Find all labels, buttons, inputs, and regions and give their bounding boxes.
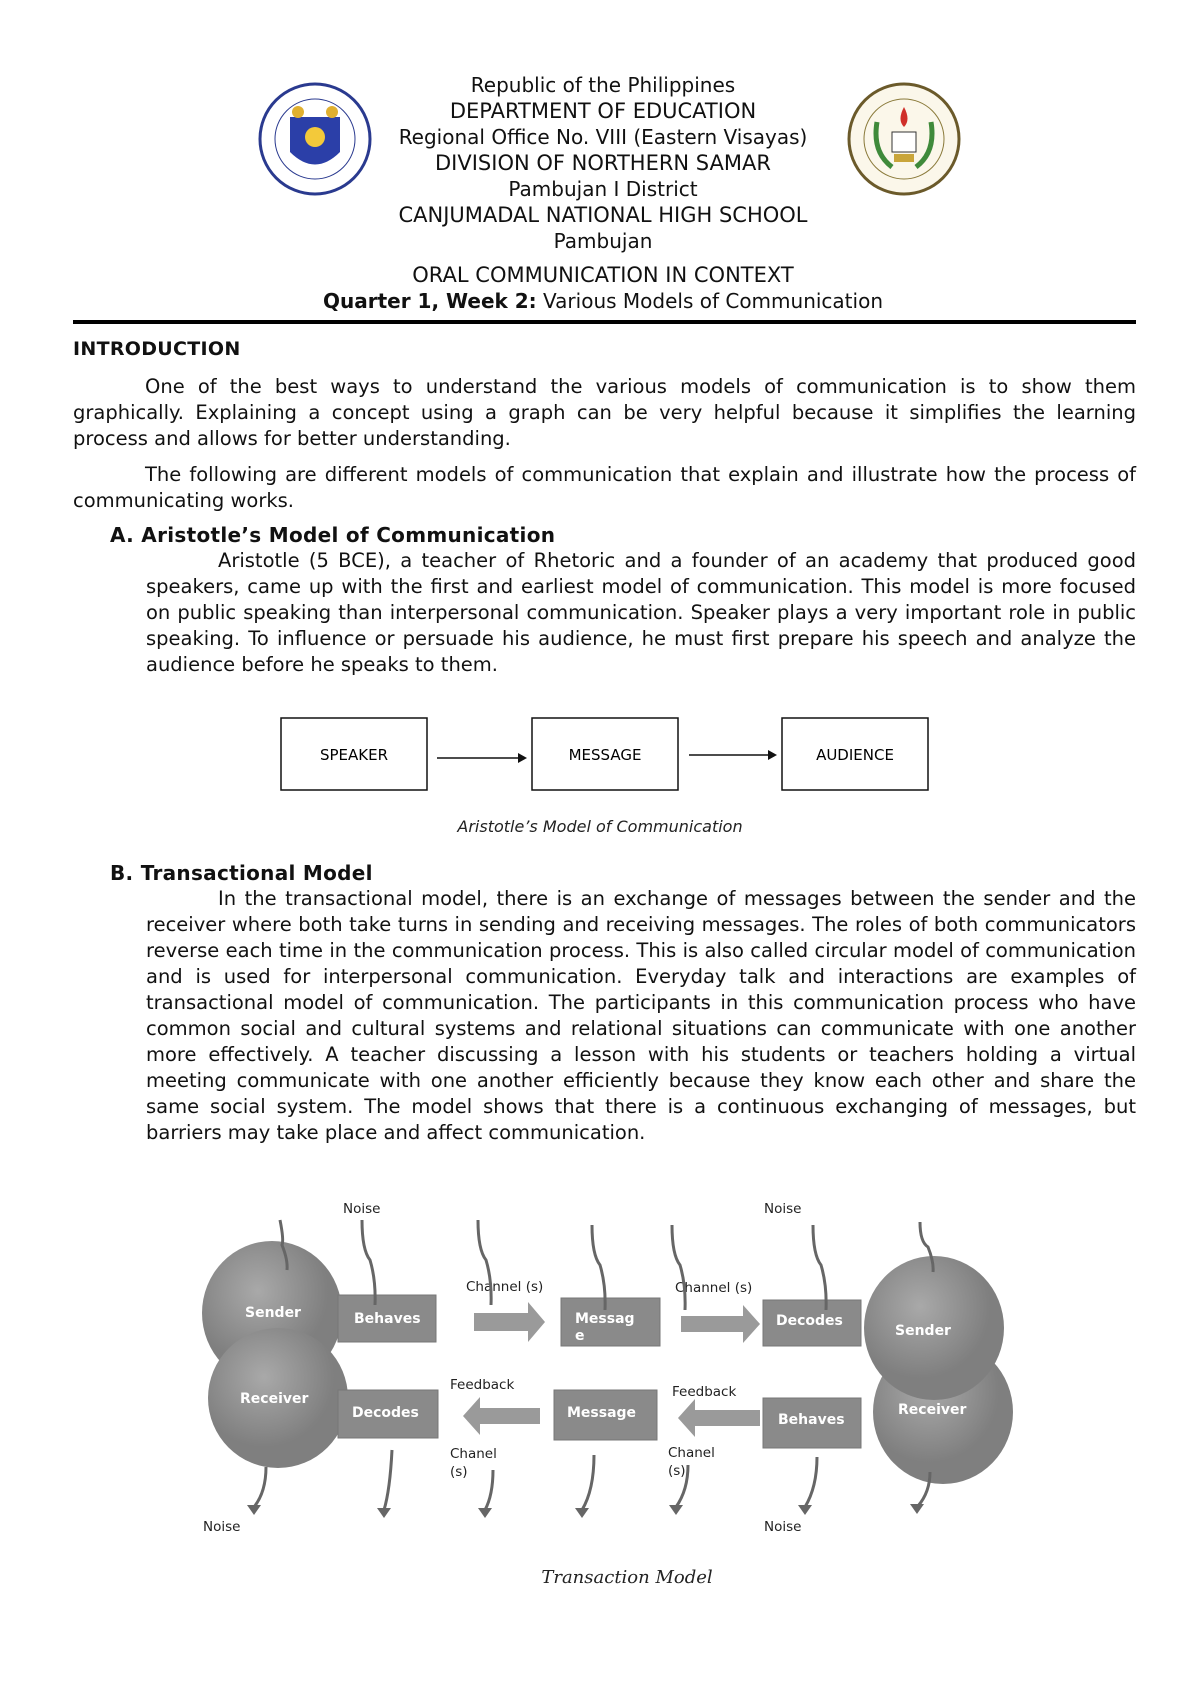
noise-lines [254, 1220, 933, 1510]
svg-text:AUDIENCE: AUDIENCE [816, 746, 894, 764]
noise-label: Noise [764, 1201, 802, 1217]
decodes-top-label: Decodes [776, 1313, 843, 1329]
week-topic: Various Models of Communication [536, 289, 883, 313]
section-a-paragraph: Aristotle (5 BCE), a teacher of Rhetoric and a founder of an academy that produced good speakers, came up with the first and earliest model of communication. This model is more focused on public speaking than interpersonal communication. Speaker plays a very important role in public speaking. To influence or persuade his audience, he must first prepare his speech and analyze the audience before he speaks to them. [146, 549, 1136, 676]
message-top-label-cont: e [575, 1328, 585, 1344]
intro-paragraph-1: One of the best ways to understand the various models of communication is to show them graphically. Explaining a concept using a graph can be very helpful because it simplifies the learning process and allows for better understanding. [73, 375, 1136, 450]
sender-left-label: Sender [245, 1305, 301, 1321]
region-line: Regional Office No. VIII (Eastern Visayas) [398, 125, 808, 149]
week-label: Quarter 1, Week 2: [323, 289, 537, 313]
chanel-label: Chanel [450, 1446, 497, 1462]
svg-text:SPEAKER: SPEAKER [319, 746, 389, 764]
channel-label: Channel (s) [675, 1280, 753, 1296]
sender-right-label: Sender [895, 1323, 951, 1339]
division-line: DIVISION OF NORTHERN SAMAR [435, 151, 771, 175]
intro-paragraph-2: The following are different models of communication that explain and illustrate how the process of communicating works. [73, 463, 1136, 512]
receiver-left-label: Receiver [240, 1391, 309, 1407]
section-a-heading: A. Aristotle’s Model of Communication [110, 523, 556, 547]
message-bottom-label: Message [567, 1405, 637, 1421]
chanel-label: (s) [668, 1463, 686, 1479]
behaves-top-label: Behaves [354, 1311, 421, 1327]
feedback-label: Feedback [672, 1384, 737, 1400]
svg-text:MESSAGE: MESSAGE [568, 746, 642, 764]
decodes-bottom-label: Decodes [352, 1405, 419, 1421]
chanel-label: Chanel [668, 1445, 715, 1461]
republic-line: Republic of the Philippines [470, 73, 736, 97]
channel-arrow-icon [474, 1302, 545, 1342]
introduction-heading: INTRODUCTION [73, 338, 241, 360]
channel-arrow-icon [681, 1305, 760, 1343]
school-line: CANJUMADAL NATIONAL HIGH SCHOOL [398, 203, 808, 227]
feedback-arrow-icon [463, 1397, 540, 1435]
town-line: Pambujan [553, 229, 653, 253]
feedback-label: Feedback [450, 1377, 515, 1393]
behaves-bottom-label: Behaves [778, 1412, 845, 1428]
noise-label: Noise [764, 1519, 802, 1535]
aristotle-caption: Aristotle’s Model of Communication [457, 817, 743, 836]
subject-title: ORAL COMMUNICATION IN CONTEXT [412, 263, 794, 287]
feedback-arrow-icon [678, 1399, 760, 1437]
message-top-label: Messag [575, 1311, 635, 1327]
noise-label: Noise [203, 1519, 241, 1535]
section-b-paragraph: In the transactional model, there is an exchange of messages between the sender and the receiver where both take turns in sending and receiving messages. The roles of both communicators reverse each time in the communication process. This is also called circular model of communication and is used for interpersonal communication. Everyday talk and interactions are examples of transactional model of communication. The participants in this communication process who have common social and cultural systems and relational situations can communicate with one another more effectively. A teacher discussing a lesson with his students or teachers holding a virtual meeting communicate with one another efficiently because they know each other and share the same social system. The model shows that there is a continuous exchanging of messages, but barriers may take place and affect communication. [146, 887, 1136, 1144]
section-b-heading: B. Transactional Model [110, 861, 373, 885]
noise-label: Noise [343, 1201, 381, 1217]
chanel-label: (s) [450, 1464, 468, 1480]
department-line: DEPARTMENT OF EDUCATION [449, 99, 757, 123]
transaction-caption: Transaction Model [541, 1567, 713, 1588]
district-line: Pambujan I District [508, 177, 698, 201]
receiver-right-label: Receiver [898, 1402, 967, 1418]
channel-label: Channel (s) [466, 1279, 544, 1295]
